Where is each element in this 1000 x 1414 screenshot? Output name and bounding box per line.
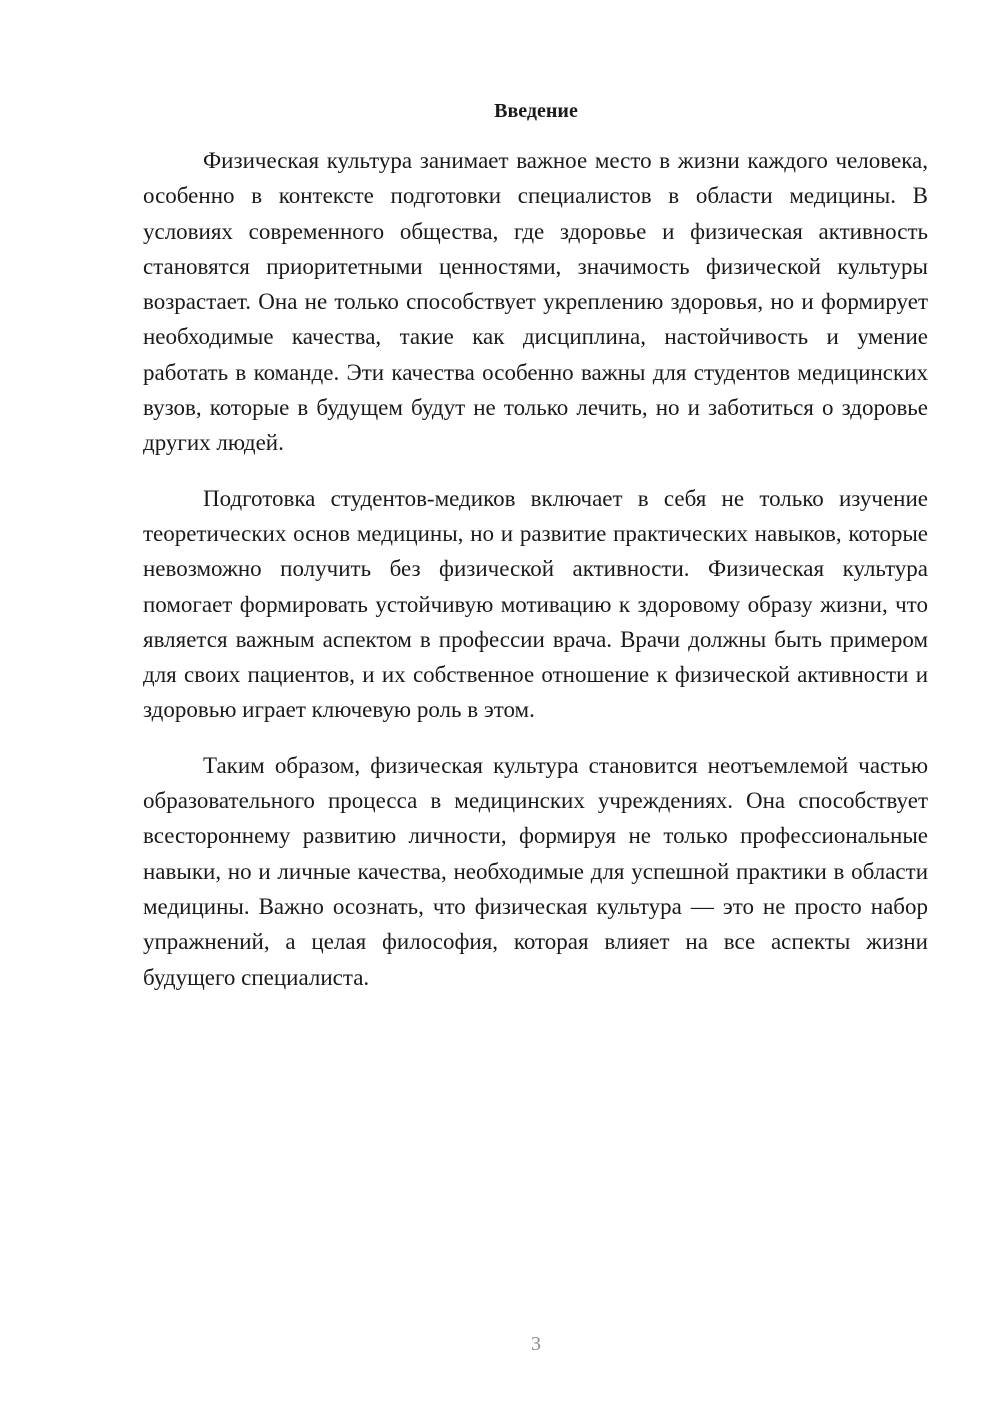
- section-heading: Введение: [494, 100, 578, 122]
- body-text: [143, 143, 928, 1015]
- paragraph-1: Физическая культура занимает важное место в жизни каждого человека, особенно в контексте подготовки специалистов в области медицины. В условиях современного общества, где здоровье и физическая активность становятся приоритетными ценностями, значимость физической культуры возрастает. Она не только способствует укреплению здоровья, но и формирует необходимые качества, такие как дисциплина, настойчивость и умение работать в команде. Эти качества особенно важны для студентов медицинских вузов, которые в будущем будут не только лечить, но и заботиться о здоровье других людей.: [143, 148, 928, 456]
- paragraph-2: Подготовка студентов-медиков включает в себя не только изучение теоретических основ медицины, но и развитие практических навыков, которые невозможно получить без физической активности. Физическая культура помогает формировать устойчивую мотивацию к здоровому образу жизни, что является важным аспектом в профессии врача. Врачи должны быть примером для своих пациентов, и их собственное отношение к физической активности и здоровью играет ключевую роль в этом.: [143, 485, 928, 723]
- page-number: 3: [531, 1333, 541, 1355]
- paragraph-3: Таким образом, физическая культура становится неотъемлемой частью образовательного процесса в медицинских учреждениях. Она способствует всестороннему развитию личности, формируя не только профессиональные навыки, но и личные качества, необходимые для успешной практики в области медицины. Важно осознать, что физическая культура — это не просто набор упражнений, а целая философия, которая влияет на все аспекты жизни будущего специалиста.: [143, 752, 928, 990]
